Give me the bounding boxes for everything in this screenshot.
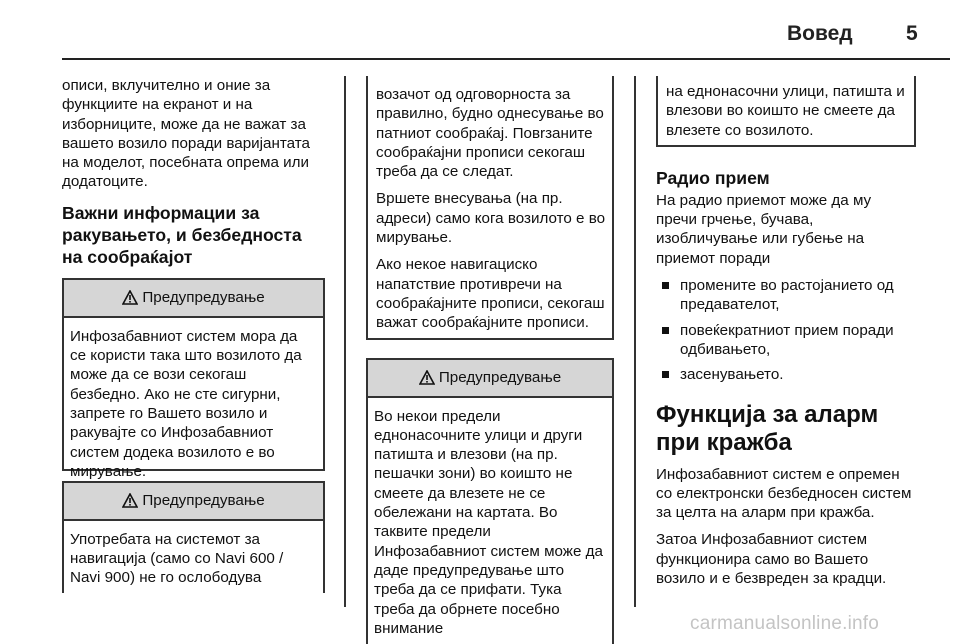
warning-triangle-icon bbox=[122, 290, 138, 305]
column-1 bbox=[62, 76, 325, 593]
column-2 bbox=[366, 76, 614, 644]
watermark: carmanualsonline.info bbox=[690, 613, 880, 634]
warning-body bbox=[64, 521, 323, 594]
warning-body bbox=[64, 318, 323, 487]
radio-list bbox=[656, 276, 916, 384]
warning-title: Предупредување bbox=[438, 369, 562, 387]
section-title: Вовед bbox=[787, 22, 853, 45]
warning-header bbox=[368, 360, 612, 398]
warning-text: Употребата на системот за навигација (само со Navi 600 / Navi 900) не го ослободува bbox=[70, 530, 284, 587]
paragraph: Затоа Инфозабавниот систем функционира само во Вашето возило и е безвреден за крадци. bbox=[656, 531, 887, 588]
column-divider bbox=[634, 76, 636, 607]
intro-paragraph: описи, вклучително и оние за функциите на екранот и на изборниците, може да не важат за вашето возило поради варијантата на моделот, посебната опрема или додатоците. bbox=[62, 77, 310, 191]
list-item: повеќекратниот прием поради одбивањето, bbox=[656, 321, 916, 360]
alarm-heading: Функција за аларм при кражба bbox=[656, 400, 879, 456]
safety-heading: Важни информации за ракувањето, и безбедноста на сообраќајот bbox=[62, 202, 302, 267]
radio-intro: На радио приемот може да му пречи грчење, бучава, изобличување или губење на приемот поради bbox=[656, 191, 872, 267]
warning-text: Инфозабавниот систем мора да се користи така што возилото да може да се вози секогаш безбедно. Ако не сте сигурни, запрете го Вашето возило и ракувајте со Инфозабавниот систем додека возилото е во мирување. bbox=[70, 327, 302, 480]
warning-header bbox=[64, 280, 323, 318]
list-item: промените во растојанието од предавателот, bbox=[656, 276, 916, 315]
warning-title: Предупредување bbox=[142, 492, 265, 510]
warning-triangle-icon bbox=[419, 370, 435, 385]
warning-text: Во некои предели еднонасочните улици и други патишта и влезови (на пр. пешачки зони) во коишто не смеете да влезете не се обележани на картата. Во таквите предели Инфозабавниот систем може да даде предупредување што треба да се прифати. Тука треба да обрнете посебно внимание bbox=[374, 407, 603, 637]
paragraph: Инфозабавниот систем е опремен со електронски безбедносен систем за целта на аларм при кражба. bbox=[656, 465, 912, 522]
warning-header bbox=[64, 483, 323, 521]
paragraph: возачот од одговорноста за правилно, будно однесување во патниот сообраќај. Повrзаните сообраќајни прописи секогаш треба да се следат. bbox=[376, 86, 604, 181]
warning-box-3 bbox=[366, 358, 614, 644]
column-divider bbox=[344, 76, 346, 607]
header-divider bbox=[62, 58, 950, 60]
warning-box-2 bbox=[62, 481, 325, 593]
column-3 bbox=[656, 76, 916, 596]
continued-warning-box bbox=[656, 76, 916, 147]
continued-warning-box bbox=[366, 76, 614, 340]
page-number: 5 bbox=[906, 22, 918, 45]
warning-title: Предупредување bbox=[142, 289, 265, 307]
paragraph: Ако некое навигациско напатствие противречи на сообраќајните прописи, секогаш важат сообраќајните прописи. bbox=[376, 256, 605, 332]
radio-heading: Радио прием bbox=[656, 167, 770, 188]
warning-body bbox=[368, 398, 612, 644]
warning-box-1 bbox=[62, 278, 325, 480]
paragraph: на еднонасочни улици, патишта и влезови во коишто не смеете да влезете со возилото. bbox=[666, 83, 905, 139]
list-item: засенувањето. bbox=[656, 365, 916, 384]
warning-triangle-icon bbox=[122, 493, 138, 508]
paragraph: Вршете внесувања (на пр. адреси) само кога возилото е во мирување. bbox=[376, 190, 606, 247]
